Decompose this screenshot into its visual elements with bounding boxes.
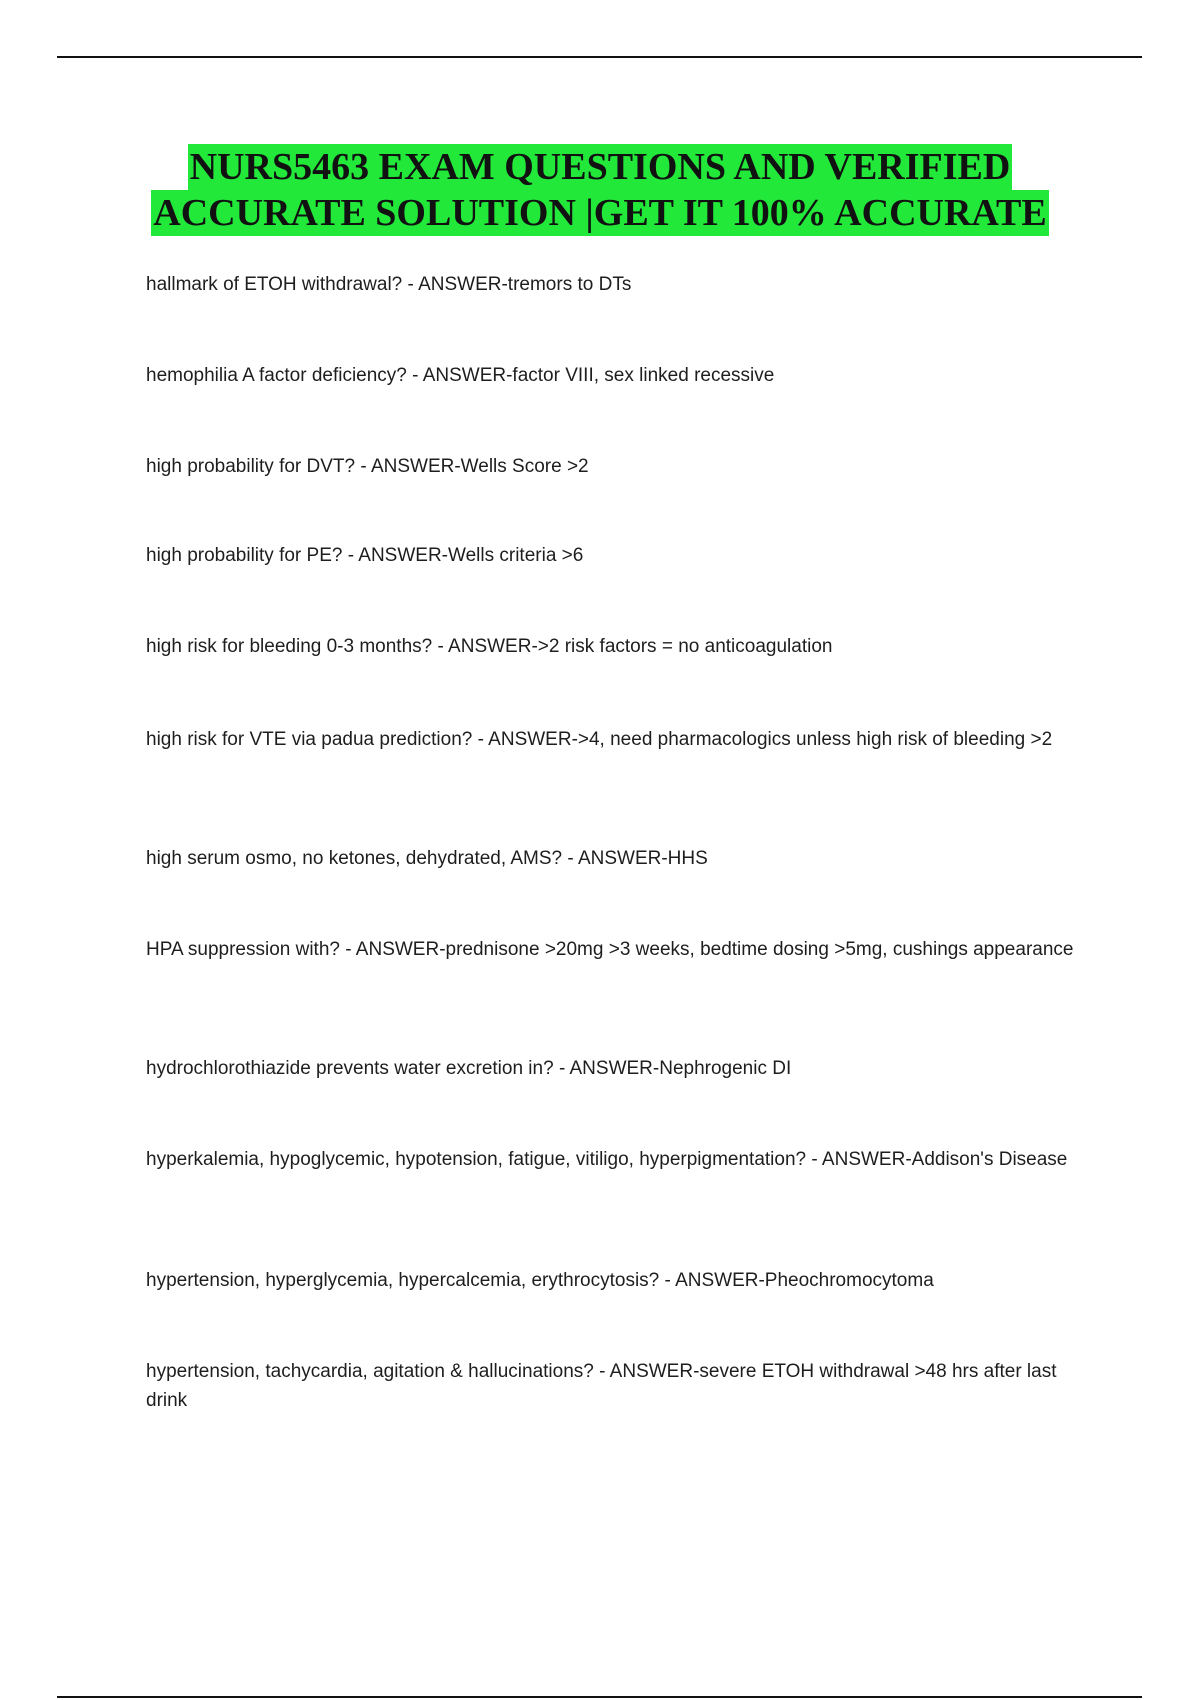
qa-item: high risk for VTE via padua prediction? - ANSWER->4, need pharmacologics unless high risk of bleeding >2 [146, 729, 1053, 750]
qa-item: HPA suppression with? - ANSWER-prednisone >20mg >3 weeks, bedtime dosing >5mg, cushings appearance [146, 939, 1074, 960]
qa-item: hallmark of ETOH withdrawal? - ANSWER-tremors to DTs [146, 274, 632, 295]
qa-item: high serum osmo, no ketones, dehydrated, AMS? - ANSWER-HHS [146, 848, 708, 869]
qa-item: hemophilia A factor deficiency? - ANSWER-factor VIII, sex linked recessive [146, 365, 775, 386]
header-rule [57, 56, 1142, 58]
document-title [0, 144, 1200, 236]
qa-item: high probability for PE? - ANSWER-Wells criteria >6 [146, 545, 584, 566]
qa-item: hydrochlorothiazide prevents water excretion in? - ANSWER-Nephrogenic DI [146, 1058, 792, 1079]
footer-rule [57, 1696, 1142, 1698]
title-line-2: ACCURATE SOLUTION |GET IT 100% ACCURATE [153, 192, 1047, 234]
title-line-1: NURS5463 EXAM QUESTIONS AND VERIFIED [189, 146, 1011, 188]
qa-item: hypertension, hyperglycemia, hypercalcemia, erythrocytosis? - ANSWER-Pheochromocytoma [146, 1270, 934, 1291]
qa-item: high risk for bleeding 0-3 months? - ANSWER->2 risk factors = no anticoagulation [146, 636, 833, 657]
qa-item: hyperkalemia, hypoglycemic, hypotension, fatigue, vitiligo, hyperpigmentation? - ANSWER-Addison's Disease [146, 1149, 1068, 1170]
qa-item: hypertension, tachycardia, agitation & hallucinations? - ANSWER-severe ETOH withdrawal >48 hrs after last drink [146, 1361, 1057, 1411]
qa-item: high probability for DVT? - ANSWER-Wells Score >2 [146, 456, 589, 477]
